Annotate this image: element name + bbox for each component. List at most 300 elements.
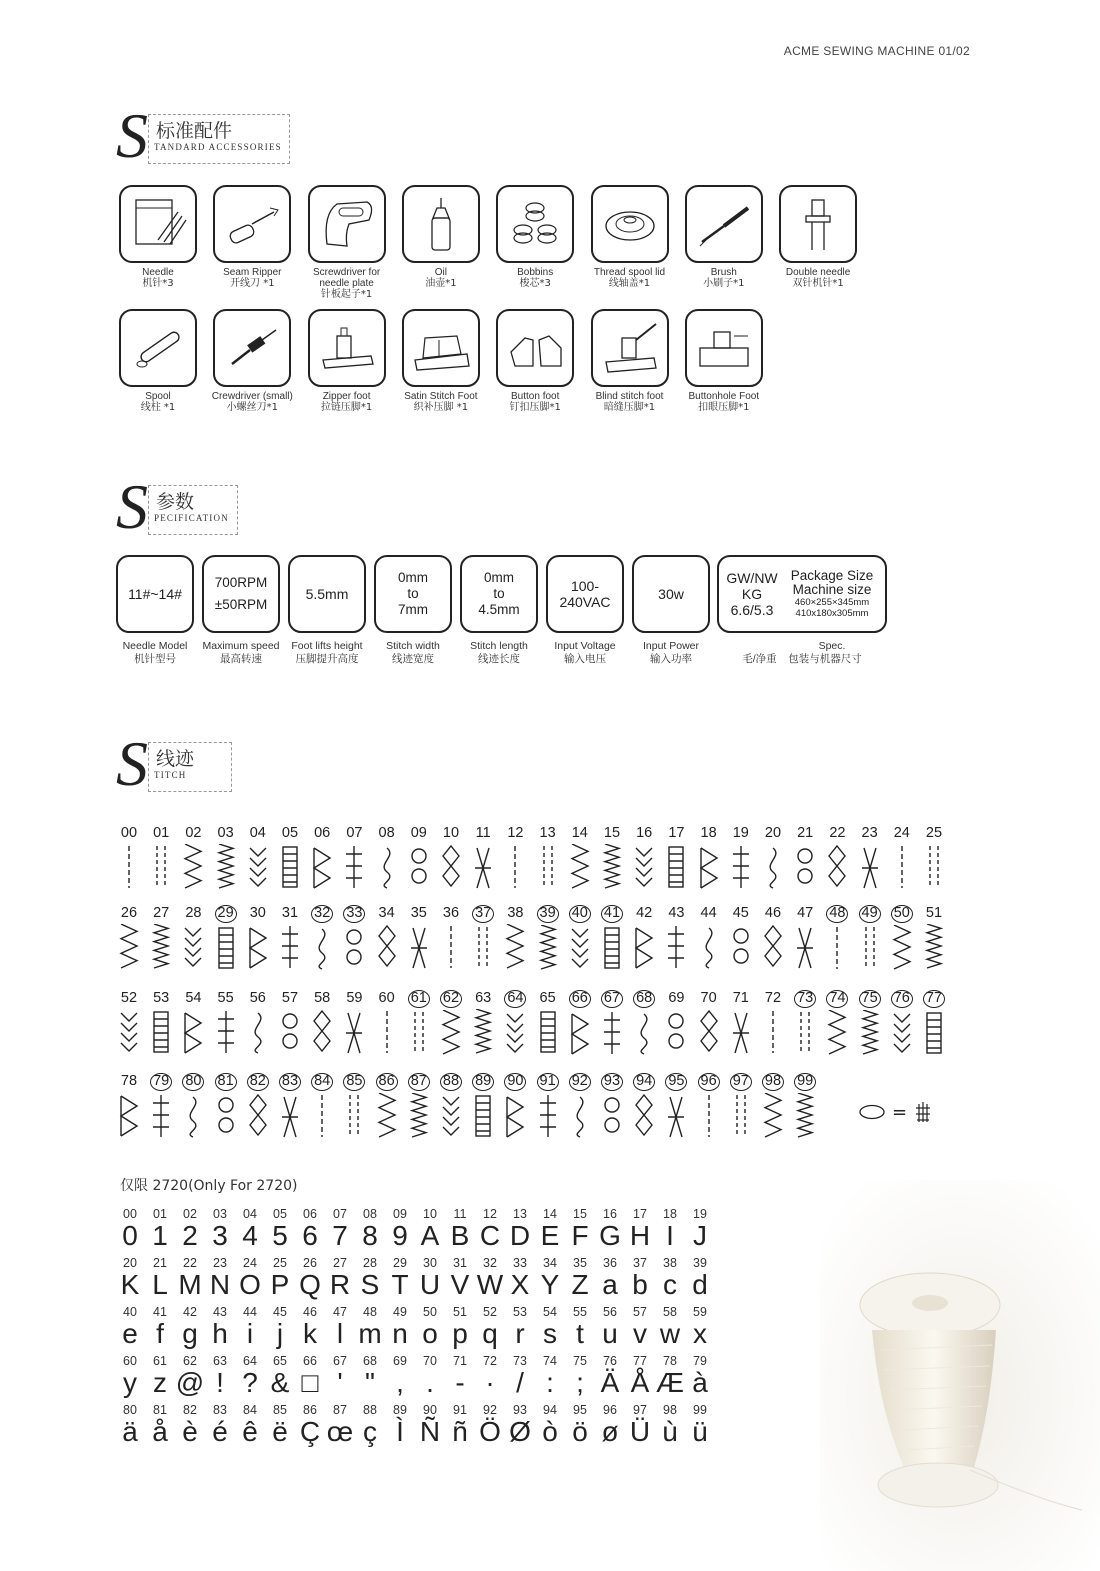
- char-glyph: t: [576, 1318, 584, 1349]
- stitch-pattern-icon: [467, 844, 499, 890]
- spec-value-line: to: [493, 586, 505, 601]
- spec-label-en: Maximum speed: [202, 640, 280, 652]
- char-number: 59: [693, 1305, 707, 1319]
- char-cell: [115, 1403, 145, 1447]
- char-number: 97: [633, 1403, 647, 1417]
- stitch-number: 03: [217, 825, 234, 841]
- stitch-pattern-icon: [467, 1093, 499, 1139]
- stitch-number: 13: [539, 825, 556, 841]
- stitch-pattern-icon: [371, 1009, 403, 1055]
- char-glyph: ø: [601, 1416, 619, 1447]
- char-glyph: Ä: [600, 1367, 620, 1398]
- char-glyph: R: [329, 1269, 351, 1300]
- spec-box: [632, 555, 710, 633]
- stitch-pattern-41: [596, 902, 628, 971]
- accessory-item: [488, 309, 582, 414]
- stitch-pattern-icon: [789, 844, 821, 890]
- char-number: 82: [183, 1403, 197, 1417]
- accessory-name-en: Seam Ripper: [223, 267, 282, 278]
- stitch-pattern-icon: [435, 1093, 467, 1139]
- char-number: 20: [123, 1256, 137, 1270]
- char-glyph: Y: [540, 1269, 560, 1300]
- char-glyph: 8: [362, 1220, 378, 1251]
- stitch-pattern-icon: [371, 1093, 403, 1139]
- spec-label-en: Input Power: [642, 640, 700, 652]
- char-cell: [655, 1305, 685, 1349]
- stitch-number: 25: [925, 825, 943, 841]
- stitch-pattern-36: [435, 902, 467, 970]
- char-number: 72: [483, 1354, 497, 1368]
- char-glyph: ò: [542, 1416, 558, 1447]
- stitch-pattern-icon: [725, 1009, 757, 1055]
- accessory-name-en: Satin Stitch Foot: [404, 391, 478, 402]
- stitch-number: 17: [668, 825, 685, 841]
- stitch-pattern-79: [145, 1070, 177, 1139]
- char-number: 87: [333, 1403, 347, 1417]
- char-glyph: U: [419, 1269, 441, 1300]
- spec-value-line: 0mm: [484, 570, 514, 585]
- spec-value-line: 5.5mm: [305, 586, 349, 602]
- stitch-pattern-icon: [886, 844, 918, 890]
- stitch-number: 83: [279, 1073, 301, 1091]
- char-glyph: m: [358, 1318, 382, 1349]
- stitch-number: 99: [794, 1073, 816, 1091]
- accessory-item: [583, 185, 677, 290]
- char-cell: [295, 1207, 325, 1251]
- char-cell: [145, 1354, 175, 1398]
- char-cell: [265, 1305, 295, 1349]
- char-glyph: Ø: [509, 1416, 531, 1447]
- accessory-item: [111, 309, 205, 414]
- accessory-name-cn: 扣眼压脚*1: [698, 402, 750, 413]
- char-number: 16: [603, 1207, 617, 1221]
- char-number: 13: [513, 1207, 527, 1221]
- stitch-number: 74: [826, 990, 848, 1008]
- stitch-pattern-icon: [821, 925, 853, 971]
- char-cell: [685, 1256, 715, 1300]
- blind-stitch-foot-icon: [600, 318, 660, 378]
- stitch-pattern-icon: [532, 925, 564, 971]
- stitch-number: 05: [281, 825, 299, 841]
- spec-package-label: [717, 640, 887, 666]
- char-glyph: œ: [326, 1416, 354, 1447]
- stitch-pattern-35: [403, 902, 435, 970]
- char-glyph: 7: [332, 1220, 348, 1251]
- char-glyph: é: [212, 1416, 228, 1447]
- char-cell: [175, 1354, 205, 1398]
- char-cell: [205, 1305, 235, 1349]
- char-number: 89: [393, 1403, 407, 1417]
- char-cell: [175, 1403, 205, 1447]
- stitch-number: 94: [633, 1073, 655, 1091]
- stitch-pattern-icon: [499, 1010, 531, 1056]
- stitch-pattern-58: [306, 987, 338, 1055]
- stitch-number: 10: [442, 825, 460, 841]
- stitch-number: 97: [730, 1073, 752, 1091]
- char-number: 53: [513, 1305, 527, 1319]
- char-glyph: F: [571, 1220, 589, 1251]
- legend-equals: =: [892, 1101, 908, 1123]
- spec-box: [202, 555, 280, 633]
- stitch-number: 53: [153, 990, 170, 1006]
- stitch-pattern-icon: [660, 844, 692, 890]
- char-glyph: ñ: [452, 1416, 468, 1447]
- stitch-pattern-icon: [113, 924, 145, 970]
- spool-pin-icon: [128, 318, 188, 378]
- stitch-number: 07: [346, 825, 363, 841]
- char-glyph: u: [602, 1318, 618, 1349]
- brush-icon: [694, 194, 754, 254]
- stitch-number: 62: [440, 990, 462, 1008]
- char-cell: [235, 1256, 265, 1300]
- char-glyph: Ü: [629, 1416, 651, 1447]
- char-cell: [535, 1354, 565, 1398]
- char-number: 44: [243, 1305, 257, 1319]
- char-cell: [415, 1256, 445, 1300]
- stitch-number: 77: [923, 990, 945, 1008]
- char-cell: [445, 1305, 475, 1349]
- char-number: 38: [663, 1256, 677, 1270]
- accessory-name-en: Spool: [145, 391, 171, 402]
- spec-label-cn-right: 包装与机器尺寸: [788, 653, 862, 665]
- char-cell: [385, 1354, 415, 1398]
- char-glyph: K: [120, 1269, 140, 1300]
- stitch-pattern-icon: [274, 924, 306, 970]
- stitch-pattern-icon: [854, 844, 886, 890]
- stitch-pattern-77: [918, 987, 950, 1056]
- char-glyph: :: [546, 1367, 554, 1398]
- stitch-pattern-icon: [693, 924, 725, 970]
- section-title-stitch: [116, 728, 241, 800]
- accessory-name-cn: 线轴盖*1: [608, 278, 651, 289]
- plate-screwdriver-icon: [317, 194, 377, 254]
- accessory-card: [402, 185, 480, 263]
- stitch-pattern-64: [499, 987, 531, 1056]
- char-cell: [445, 1354, 475, 1398]
- char-glyph: l: [336, 1318, 344, 1349]
- char-cell: [505, 1305, 535, 1349]
- section-initial: S: [116, 471, 148, 542]
- stitch-number: 41: [601, 905, 623, 923]
- char-glyph: ·: [485, 1367, 495, 1398]
- accessory-name-cn: 开线刀 *1: [230, 278, 275, 289]
- char-glyph: H: [629, 1220, 651, 1251]
- stitch-pattern-icon: [789, 924, 821, 970]
- stitch-pattern-icon: [210, 844, 242, 890]
- accessory-name-en: Bobbins: [517, 267, 554, 278]
- stitch-pattern-50: [886, 902, 918, 971]
- stitch-pattern-90: [499, 1070, 531, 1139]
- stitch-pattern-icon: [532, 1093, 564, 1139]
- accessory-card: [402, 309, 480, 387]
- accessory-name-cn: 针板起子*1: [320, 289, 373, 300]
- char-cell: [415, 1305, 445, 1349]
- char-cell: [475, 1403, 505, 1447]
- char-cell: [355, 1403, 385, 1447]
- accessory-item: [677, 309, 771, 414]
- stitch-pattern-icon: [371, 924, 403, 970]
- char-glyph: y: [123, 1367, 137, 1398]
- char-cell: [145, 1403, 175, 1447]
- char-cell: [565, 1305, 595, 1349]
- stitch-pattern-07: [338, 822, 370, 890]
- stitch-number: 01: [153, 825, 170, 841]
- char-number: 35: [573, 1256, 587, 1270]
- spec-label: [282, 640, 372, 666]
- stitch-number: 09: [410, 825, 427, 841]
- char-number: 03: [213, 1207, 227, 1221]
- stitch-number: 90: [504, 1073, 526, 1091]
- stitch-pattern-icon: [338, 844, 370, 890]
- char-glyph: 5: [272, 1220, 288, 1251]
- stitch-pattern-73: [789, 987, 821, 1056]
- stitch-number: 50: [891, 905, 913, 923]
- char-cell: [145, 1256, 175, 1300]
- accessory-name-cn: 织补压脚 *1: [413, 402, 469, 413]
- stitch-pattern-icon: [821, 1010, 853, 1056]
- char-number: 42: [183, 1305, 197, 1319]
- stitch-pattern-icon: [628, 924, 660, 970]
- stitch-number: 60: [378, 990, 395, 1006]
- char-glyph: Ì: [396, 1416, 404, 1447]
- stitch-number: 19: [732, 825, 749, 841]
- stitch-pattern-icon: [854, 925, 886, 971]
- stitch-number: 42: [636, 905, 653, 921]
- section-title-cn: 线迹: [156, 748, 195, 770]
- stitch-pattern-20: [757, 822, 789, 890]
- stitch-pattern-icon: [145, 844, 177, 890]
- stitch-number: 08: [378, 825, 395, 841]
- accessory-item: [111, 185, 205, 290]
- stitch-pattern-96: [693, 1070, 725, 1139]
- stitch-pattern-48: [821, 902, 853, 971]
- char-cell: [235, 1207, 265, 1251]
- stitch-number: 52: [120, 990, 138, 1006]
- stitch-pattern-72: [757, 987, 789, 1055]
- char-cell: [235, 1403, 265, 1447]
- spec-box: [374, 555, 452, 633]
- char-cell: [235, 1354, 265, 1398]
- stitch-pattern-icon: [532, 844, 564, 890]
- char-number: 66: [303, 1354, 317, 1368]
- stitch-number: 16: [636, 825, 653, 841]
- stitch-pattern-icon: [660, 1009, 692, 1055]
- char-glyph: Ö: [479, 1416, 501, 1447]
- stitch-pattern-icon: [693, 1093, 725, 1139]
- stitch-number: 28: [185, 905, 202, 921]
- stitch-pattern-69: [660, 987, 692, 1055]
- stitch-pattern-43: [660, 902, 692, 970]
- char-glyph: V: [450, 1269, 470, 1300]
- char-cell: [595, 1403, 625, 1447]
- stitch-pattern-icon: [306, 1093, 338, 1139]
- char-number: 39: [693, 1256, 707, 1270]
- spec-label-en: Stitch width: [386, 640, 440, 652]
- accessory-item: [205, 309, 299, 414]
- char-number: 30: [423, 1256, 437, 1270]
- char-glyph: k: [303, 1318, 317, 1349]
- char-glyph: D: [509, 1220, 531, 1251]
- spec-label: [368, 640, 458, 666]
- stitch-pattern-icon: [499, 924, 531, 970]
- accessory-card: [308, 309, 386, 387]
- stitch-pattern-23: [854, 822, 886, 890]
- stitch-pattern-51: [918, 902, 950, 970]
- stitch-pattern-44: [693, 902, 725, 970]
- stitch-pattern-02: [177, 822, 209, 890]
- stitch-pattern-icon: [242, 1093, 274, 1139]
- stitch-pattern-icon: [757, 1093, 789, 1139]
- stitch-number: 67: [601, 990, 623, 1008]
- char-number: 98: [663, 1403, 677, 1417]
- package-size-label: Package Size: [790, 568, 874, 583]
- stitch-number: 98: [762, 1073, 784, 1091]
- stitch-pattern-31: [274, 902, 306, 970]
- char-cell: [325, 1403, 355, 1447]
- stitch-number: 21: [797, 825, 814, 841]
- char-glyph: L: [152, 1269, 168, 1300]
- stitch-pattern-icon: [177, 1009, 209, 1055]
- stitch-pattern-86: [371, 1070, 403, 1139]
- char-number: 47: [333, 1305, 347, 1319]
- char-glyph: Ñ: [419, 1416, 441, 1447]
- stitch-number: 79: [150, 1073, 172, 1091]
- stitch-number: 30: [249, 905, 266, 921]
- char-cell: [685, 1354, 715, 1398]
- stitch-number: 69: [668, 990, 685, 1006]
- stitch-pattern-26: [113, 902, 145, 970]
- stitch-number: 58: [314, 990, 331, 1006]
- stitch-pattern-46: [757, 902, 789, 970]
- stitch-pattern-78: [113, 1070, 145, 1138]
- accessory-item: [394, 309, 488, 414]
- seam-ripper-icon: [222, 194, 282, 254]
- stitch-number: 38: [507, 905, 524, 921]
- char-cell: [175, 1256, 205, 1300]
- accessory-name-en: Zipper foot: [322, 391, 371, 402]
- stitch-pattern-icon: [499, 1093, 531, 1139]
- char-glyph: !: [216, 1367, 224, 1398]
- stitch-pattern-67: [596, 987, 628, 1056]
- section-initial: S: [116, 728, 148, 799]
- stitch-pattern-10: [435, 822, 467, 890]
- stitch-pattern-icon: [596, 925, 628, 971]
- char-number: 84: [243, 1403, 257, 1417]
- char-glyph: 2: [182, 1220, 198, 1251]
- accessory-card: [685, 309, 763, 387]
- char-number: 50: [423, 1305, 437, 1319]
- char-number: 77: [633, 1354, 647, 1368]
- spec-package-box: [717, 555, 887, 633]
- char-cell: [625, 1305, 655, 1349]
- char-cell: [325, 1256, 355, 1300]
- char-glyph: Q: [299, 1269, 321, 1300]
- stitch-pattern-82: [242, 1070, 274, 1139]
- accessory-name-cn: 钉扣压脚*1: [509, 402, 561, 413]
- weight-value: 6.6/5.3: [730, 602, 774, 618]
- char-cell: [325, 1207, 355, 1251]
- spec-value-line: 0mm: [398, 570, 428, 585]
- stitch-pattern-62: [435, 987, 467, 1056]
- needle-pack-icon: [128, 194, 188, 254]
- stitch-pattern-53: [145, 987, 177, 1055]
- stitch-number: 29: [215, 905, 237, 923]
- stitch-number: 46: [764, 905, 782, 921]
- stitch-pattern-icon: [725, 924, 757, 970]
- char-cell: [685, 1207, 715, 1251]
- char-glyph: ê: [242, 1416, 258, 1447]
- spec-value-line: 11#~14#: [128, 586, 182, 602]
- char-glyph: Z: [571, 1269, 589, 1300]
- char-cell: [115, 1207, 145, 1251]
- char-cell: [595, 1256, 625, 1300]
- stitch-number: 26: [120, 905, 138, 921]
- stitch-pattern-40: [564, 902, 596, 971]
- char-number: 62: [183, 1354, 197, 1368]
- bobbins-icon: [505, 194, 565, 254]
- spec-label-cn: 线迹长度: [478, 653, 520, 665]
- stitch-pattern-99: [789, 1070, 821, 1139]
- accessory-card: [685, 185, 763, 263]
- stitch-number: 71: [732, 990, 749, 1006]
- accessory-name-en: Screwdriver for needle plate: [312, 267, 381, 289]
- small-screwdriver-icon: [222, 318, 282, 378]
- stitch-number: 86: [376, 1073, 398, 1091]
- stitch-pattern-icon: [113, 844, 145, 890]
- stitch-pattern-83: [274, 1070, 306, 1139]
- char-glyph: c: [663, 1269, 677, 1300]
- stitch-pattern-80: [177, 1070, 209, 1139]
- stitch-pattern-icon: [628, 1010, 660, 1056]
- gw-label: GW/NW: [726, 570, 778, 586]
- stitch-pattern-icon: [242, 1009, 274, 1055]
- stitch-number: 68: [633, 990, 655, 1008]
- char-glyph: s: [543, 1318, 557, 1349]
- stitch-pattern-87: [403, 1070, 435, 1139]
- char-glyph: ö: [572, 1416, 588, 1447]
- circle-mark-icon: [858, 1104, 886, 1120]
- stitch-pattern-54: [177, 987, 209, 1055]
- char-glyph: f: [156, 1318, 164, 1349]
- stitch-pattern-60: [371, 987, 403, 1055]
- stitch-pattern-19: [725, 822, 757, 890]
- spec-value-line: to: [407, 586, 419, 601]
- accessory-name-cn: 油壶*1: [425, 278, 457, 289]
- char-cell: [205, 1354, 235, 1398]
- char-glyph: ë: [272, 1416, 288, 1447]
- accessory-item: [205, 185, 299, 290]
- spec-value-line: 7mm: [398, 602, 428, 617]
- stitch-pattern-icon: [274, 1009, 306, 1055]
- char-number: 91: [453, 1403, 467, 1417]
- spec-label-en: Foot lifts height: [291, 640, 363, 652]
- char-glyph: v: [633, 1318, 647, 1349]
- stitch-number: 56: [249, 990, 266, 1006]
- stitch-pattern-icon: [145, 924, 177, 970]
- stitch-pattern-95: [660, 1070, 692, 1139]
- zipper-foot-icon: [317, 318, 377, 378]
- char-cell: [625, 1354, 655, 1398]
- spec-label: [540, 640, 630, 666]
- stitch-number: 34: [378, 905, 395, 921]
- stitch-pattern-icon: [371, 844, 403, 890]
- char-number: 33: [513, 1256, 527, 1270]
- char-number: 26: [303, 1256, 317, 1270]
- stitch-number: 18: [700, 825, 717, 841]
- char-glyph: M: [178, 1269, 202, 1300]
- char-cell: [385, 1305, 415, 1349]
- char-number: 31: [453, 1256, 467, 1270]
